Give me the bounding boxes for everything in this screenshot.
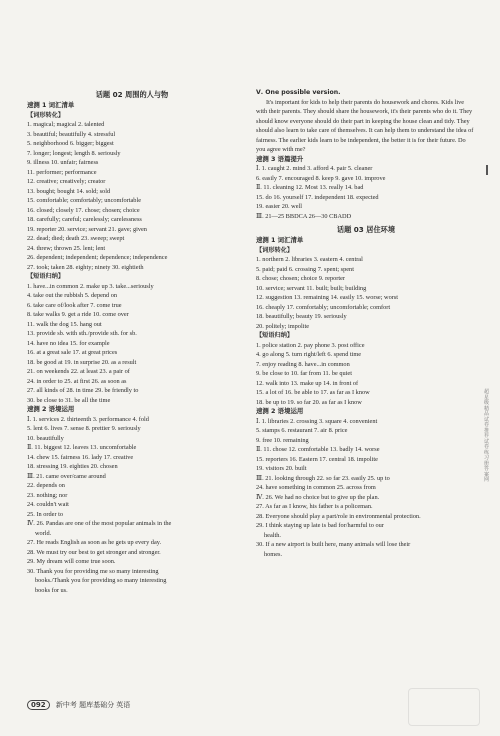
answer-line: 5. paid; paid 6. crossing 7. spent; spent (256, 265, 354, 273)
edge-mark (486, 165, 488, 175)
topic-title: 话题 03 居住环境 (336, 225, 396, 234)
answer-line: 8. chose; chosen; choice 9. reporter (256, 275, 345, 282)
page-number: 092 (27, 700, 50, 710)
section-heading: 速测 2 语境运用 (256, 407, 304, 415)
answer-line: 15. a lot of 16. be able to 17. as far as I know (256, 389, 370, 396)
answer-line: Ⅱ. 11. biggest 12. leaves 13. uncomfortable (27, 444, 137, 451)
answer-line: books for us. (35, 586, 68, 594)
answer-line: 27. As far as I know, his father is a policeman. (256, 503, 373, 510)
right-column (256, 88, 476, 559)
answer-line: 26. dependent; independent; dependence; independence (27, 254, 168, 261)
answer-line: 9. be close to 10. far from 11. be quiet (256, 370, 352, 377)
answer-line: 27. all kinds of 28. in time 29. be friendly to (27, 387, 139, 394)
side-vertical-text: 超星级精品试卷推荐试卷练习册答案网 (484, 389, 490, 483)
topic-title: 话题 02 周围的人与物 (95, 90, 169, 99)
answer-line: 7. enjoy reading 8. have...in common (256, 360, 350, 368)
answer-line: 15. comfortable; comfortably; uncomfortable (27, 197, 142, 204)
answer-line: 22. depends on (27, 482, 65, 489)
answer-line: 24. in order to 25. at first 26. as soon as (27, 377, 127, 385)
answer-line: 29. My dream will come true soon. (27, 558, 116, 565)
answer-line: 15. do 16. yourself 17. independent 18. expected (256, 193, 379, 201)
answer-line: 5. lent 6. lives 7. sense 8. prettier 9. seriously (27, 425, 141, 432)
section-heading: 速测 2 语境运用 (27, 405, 75, 413)
answer-line: 4. take out the rubbish 5. depend on (27, 292, 118, 299)
answer-line: 1. northern 2. libraries 3. eastern 4. central (256, 256, 363, 263)
section-heading: 速测 1 词汇清单 (256, 236, 304, 244)
answer-line: 12. walk into 13. make up 14. in front of (256, 379, 359, 387)
left-column (27, 88, 237, 595)
answer-line: 21. on weekends 22. at least 23. a pair of (27, 368, 130, 375)
answer-line: 12. creative; creatively; creator (27, 178, 106, 185)
answer-line: 28. We must try our best to get stronger and stronger. (27, 548, 161, 556)
answer-line: 16. closed; closely 17. chose; chosen; choice (27, 206, 140, 214)
answer-line: 30. be close to 31. be all the time (27, 396, 111, 404)
answer-line: 19. visitors 20. built (256, 465, 307, 472)
answer-line: 18. stressing 19. eighties 20. chosen (27, 463, 118, 470)
answer-line: 23. nothing; nor (27, 491, 68, 499)
answer-line: 25. In order to (27, 510, 64, 518)
answer-line: 22. dead; died; death 23. sweep; swept (27, 235, 125, 242)
answer-line: homes. (264, 550, 283, 558)
answer-line: 13. bought; bought 14. sold; sold (27, 187, 111, 195)
answer-line: Ⅰ. 1. libraries 2. crossing 3. square 4. convenient (256, 417, 378, 425)
answer-line: 30. If a new airport is built here, many animals will lose their (256, 541, 411, 548)
answer-line: 1. have...in common 2. make up 3. take...seriously (27, 282, 154, 290)
answer-line: Ⅲ. 21. came over/came around (27, 472, 106, 480)
answer-line: 18. be up to 19. so far 20. as far as I know (256, 398, 362, 406)
subsection-heading: 【短语归纳】 (27, 273, 65, 280)
footer-book-title: 新中考 题库基础分 英语 (55, 701, 131, 709)
answer-line: 18. be good at 19. in surprise 20. as a result (27, 358, 137, 366)
answer-line: Ⅱ. 11. chose 12. comfortable 13. badly 14. worse (256, 446, 380, 453)
answer-line: 27. took; taken 28. eighty; ninety 30. eightieth (27, 263, 144, 271)
answer-line: 9. free 10. remaining (256, 436, 309, 444)
answer-line: 11. walk the dog 15. hang out (27, 320, 102, 328)
answer-line: 27. He reads English as soon as he gets up every day. (27, 539, 162, 546)
subsection-heading: 【词形转化】 (27, 111, 65, 119)
answer-line: Ⅳ. 26. We had no choice but to give up the plan. (256, 493, 380, 501)
answer-line: Ⅱ. 11. cleaning 12. Most 13. really 14. bad (256, 184, 364, 191)
subsection-heading: 【短语归纳】 (256, 332, 294, 339)
section-heading: 速测 3 语篇提升 (256, 154, 304, 163)
watermark-stamp (408, 688, 480, 726)
answer-line: 28. Everyone should play a part/role in environmental protection. (256, 512, 421, 520)
answer-line: 11. performer; performance (27, 168, 97, 176)
essay-paragraph: It's important for kids to help their parents do housework and chores. Kids live with their parents. They should share the housework, it's their parents who do it. They should know everyone should do their part in keeping the house clean and tidy. They should also learn to take care of themselves. It can help them to understand the idea of fairness. The earlier kids learn to be independent, the better it is for their future. Do you agree with me? (256, 98, 474, 153)
subsection-heading: Ⅴ. One possible version. (256, 89, 341, 96)
answer-line: 19. easier 20. well (256, 203, 302, 210)
answer-line: 14. chew 15. fairness 16. lady 17. creative (27, 453, 134, 461)
answer-line: 24. couldn't wait (27, 501, 69, 508)
answer-line: health. (264, 531, 281, 539)
answer-line: 5. stamps 6. restaurant 7. air 8. price (256, 427, 348, 434)
answer-line: world. (35, 529, 52, 537)
answer-line: 16. at a great sale 17. at great prices (27, 349, 118, 356)
answer-line: 7. longer; longest; length 8. seriously (27, 149, 121, 157)
answer-line: 19. reporter 20. service; servant 21. gave; given (27, 225, 147, 233)
answer-line: 1. magical; magical 2. talented (27, 121, 105, 128)
answer-line: 18. beautifully; beauty 19. seriously (256, 313, 347, 320)
answer-line: 18. carefully; careful; carelessly; carelessness (27, 216, 142, 223)
answer-line: 12. suggestion 13. remaining 14. easily 15. worse; worst (256, 294, 399, 301)
answer-line: 1. police station 2. pay phone 3. post office (256, 341, 365, 349)
answer-line: 14. have no idea 15. for example (27, 339, 110, 347)
answer-line: 10. beautifully (27, 434, 64, 442)
answer-line: Ⅰ. 1. caught 2. mind 3. afford 4. pair 5. cleaner (256, 165, 373, 172)
answer-line: 5. neighborhood 6. bigger; biggest (27, 140, 114, 147)
answer-line: 20. politely; impolite (256, 322, 309, 330)
section-heading: 速测 1 词汇清单 (27, 101, 75, 109)
answer-line: books./Thank you for providing so many interesting (35, 577, 167, 584)
answer-line: 4. go along 5. turn right/left 6. spend time (256, 351, 362, 358)
answer-line: 30. Thank you for providing me so many interesting (27, 567, 159, 575)
answer-line: 29. I think staying up late is bad for/harmful to our (256, 522, 384, 529)
answer-line: 24. threw; thrown 25. lent; lent (27, 244, 106, 252)
answer-line: 15. reporters 16. Eastern 17. central 18. impolite (256, 455, 378, 463)
answer-line: 24. have something in common 25. across from (256, 484, 376, 491)
answer-line: Ⅳ. 26. Pandas are one of the most popular animals in the (27, 520, 172, 527)
answer-line: 6. easily 7. encouraged 8. keep 9. gave 10. improve (256, 174, 386, 182)
answer-line: Ⅲ. 21—25 BBDCA 26—30 CBADD (256, 212, 352, 220)
subsection-heading: 【词形转化】 (256, 246, 294, 254)
answer-line: Ⅰ. 1. services 2. thirteenth 3. performance 4. fold (27, 415, 149, 423)
answer-line: 13. provide sb. with sth./provide sth. for sb. (27, 330, 137, 337)
answer-line: Ⅲ. 21. looking through 22. so far 23. easily 25. up to (256, 474, 390, 482)
answer-line: 6. take care of/look after 7. come true (27, 301, 122, 309)
answer-line: 8. take walks 9. get a ride 10. come over (27, 311, 129, 318)
answer-line: 9. illness 10. unfair; fairness (27, 159, 99, 166)
answer-line: 3. beautiful; beautifully 4. stressful (27, 130, 116, 138)
answer-line: 16. cheaply 17. comfortably; uncomfortable; comfort (256, 303, 391, 311)
answer-line: 10. service; servant 11. built; built; building (256, 284, 367, 292)
page-footer (27, 700, 130, 710)
